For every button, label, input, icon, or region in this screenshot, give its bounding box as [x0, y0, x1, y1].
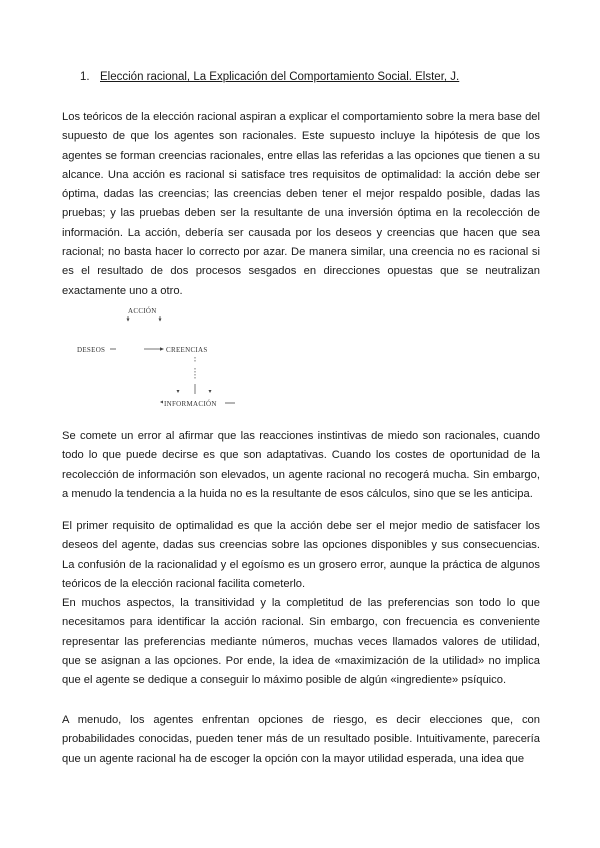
- rational-choice-diagram: [60, 300, 280, 415]
- diagram-arrowhead: [209, 390, 212, 393]
- paragraph-1: Los teóricos de la elección racional aspiran a explicar el comportamiento sobre la mera base del supuesto de que los agentes son racionales. Este supuesto incluye la hipótesis de que los agentes se forman creencias racionales, entre ellas las referidas a las opciones que tienen a su alcance. Una acción es racional si satisface tres requisitos de optimalidad: la acción debe ser óptima, dadas las creencias; las creencias deben tener el mejor respaldo posible, dadas las pruebas; y las pruebas deben ser la resultante de una inversión óptima en la recolección de información. La acción, debería ser causada por los deseos y creencias que hacen que sea racional; no basta hacer lo correcto por azar. De manera similar, una creencia no es racional si es el resultado de dos procesos sesgados en direcciones opuestas que se neutralizan exactamente uno a otro.: [62, 111, 540, 297]
- diagram-label-accion: ACCIÓN: [128, 307, 157, 315]
- section-heading: [80, 71, 459, 83]
- section-number: 1.: [80, 71, 90, 83]
- diagram-arrowhead: [159, 319, 162, 322]
- paragraph-3: El primer requisito de optimalidad es que la acción debe ser el mejor medio de satisfacer los deseos del agente, dadas sus creencias sobre las opciones disponibles y sus consecuencias. La confusión de la racionalidad y el egoísmo es un grosero error, aunque la práctica de algunos teóricos de la elección racional facilita cometerlo.: [62, 520, 540, 590]
- diagram-arrowhead: [177, 390, 180, 393]
- paragraph-4: En muchos aspectos, la transitividad y la completitud de las preferencias son todo lo que necesitamos para identificar la acción racional. Sin embargo, con frecuencia es conveniente representar las preferencias mediante números, muchas veces llamados valores de utilidad, que se asignan a las opciones. Por ende, la idea de «maximización de la utilidad» no implica que el agente se dedique a conseguir lo máximo posible de algún «ingrediente» psíquico.: [62, 597, 540, 687]
- section-title: Elección racional, La Explicación del Comportamiento Social. Elster, J.: [100, 71, 460, 83]
- diagram-arrowhead: [127, 319, 130, 322]
- paragraph-5: A menudo, los agentes enfrentan opciones de riesgo, es decir elecciones que, con probabilidades conocidas, pueden tener más de un resultado posible. Intuitivamente, parecería que un agente racional ha de escoger la opción con la mayor utilidad esperada, una idea que: [62, 714, 540, 765]
- paragraph-2: Se comete un error al afirmar que las reacciones instintivas de miedo son racionales, cuando todo lo que puede decirse es que son adaptativas. Cuando los costes de oportunidad de la recolección de información son elevados, un agente racional no recogerá mucha. Sin embargo, a menudo la tendencia a la huida no es la resultante de esos cálculos, sino que se les anticipa.: [62, 430, 540, 500]
- diagram-label-deseos: DESEOS: [77, 346, 106, 354]
- diagram-label-creencias: CREENCIAS: [166, 346, 208, 354]
- diagram-arrowhead: [160, 347, 164, 350]
- diagram-label-informacion: INFORMACIÓN: [164, 400, 217, 408]
- diagram-arrowhead: [160, 401, 163, 404]
